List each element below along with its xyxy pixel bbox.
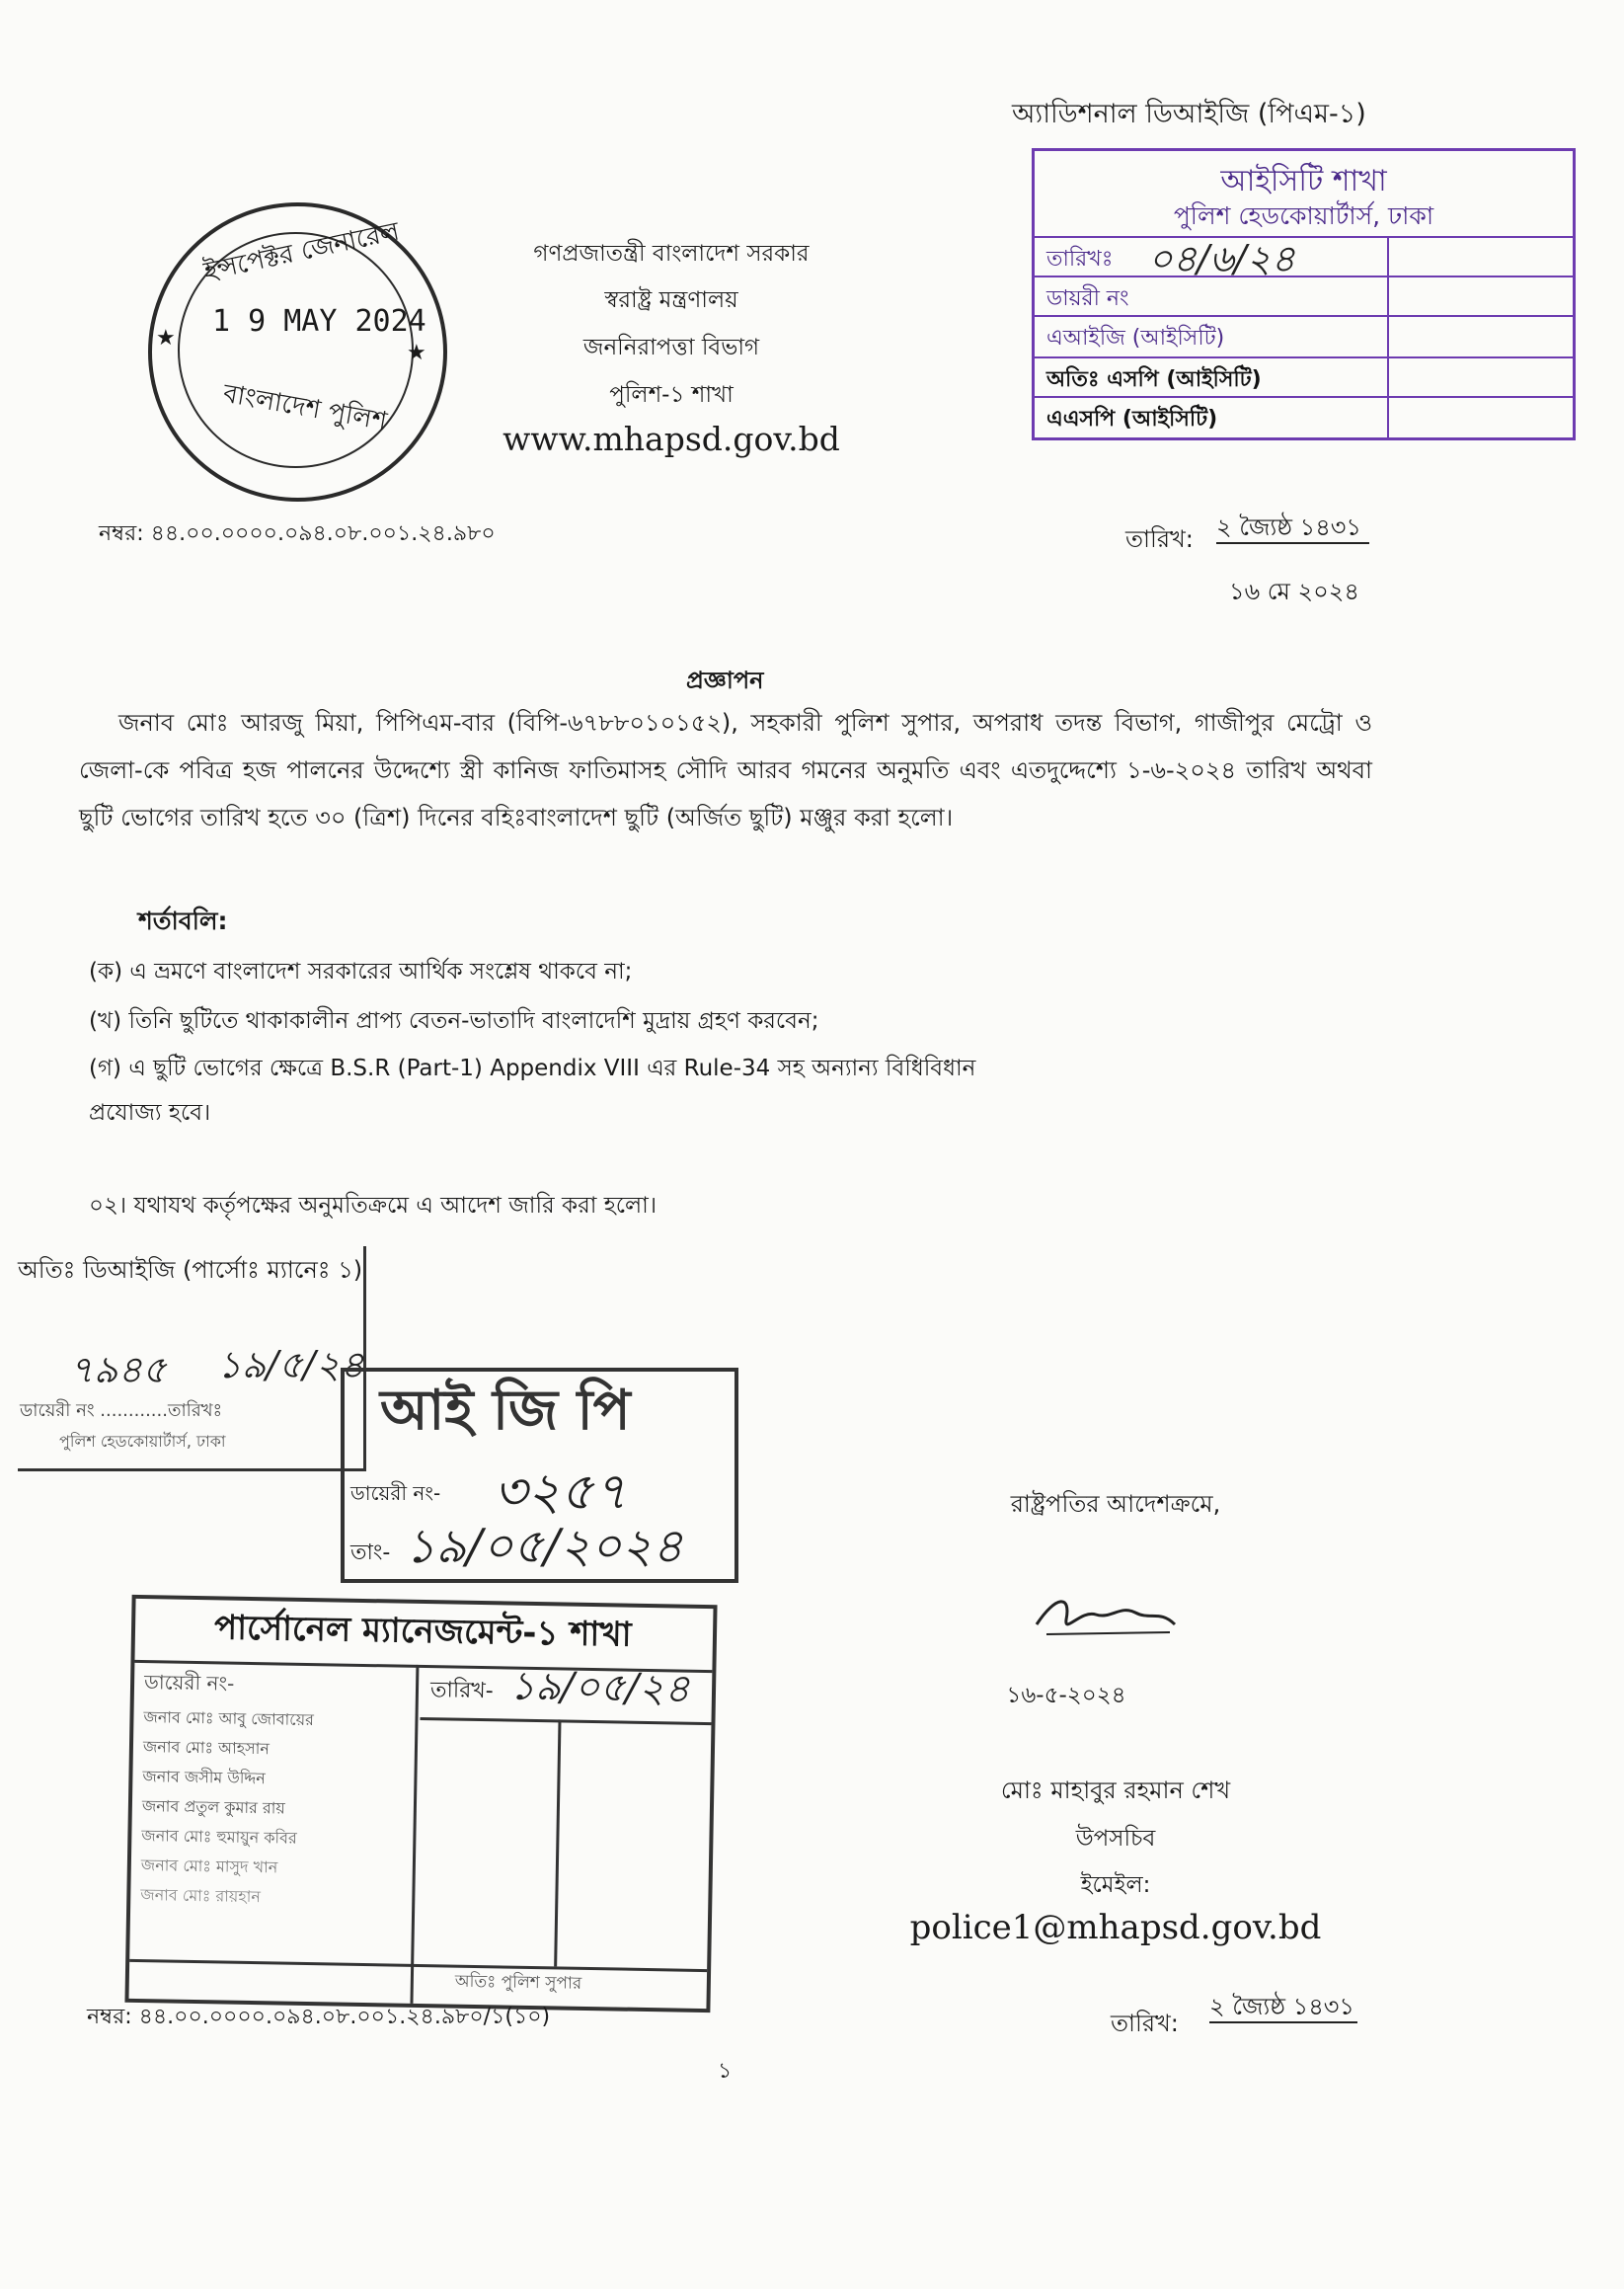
ict-branch-stamp <box>1032 148 1576 440</box>
igp-stamp-title: আই জি পি <box>380 1379 631 1443</box>
dig-stamp-footer: পুলিশ হেডকোয়ার্টার্স, ঢাকা <box>59 1432 226 1451</box>
igp-stamp-date-label: তাং- <box>350 1540 391 1565</box>
header-website: www.mhapsd.gov.bd <box>503 420 840 458</box>
igp-stamp-diary-label: ডায়েরী নং- <box>350 1481 441 1505</box>
memo-date-label: তারিখ: <box>1125 525 1194 553</box>
ict-row-aig: এআইজি (আইসিটি) <box>1046 326 1225 351</box>
copy-memo-date-bangla: ২ জ্যৈষ্ঠ ১৪৩১ <box>1209 1993 1357 2023</box>
ict-date-value: ০৪/৬/২৪ <box>1148 237 1296 280</box>
copy-memo-number: নম্বর: ৪৪.০০.০০০০.০৯৪.০৮.০০১.২৪.৯৮০/১(১০) <box>87 2005 551 2029</box>
dig-stamp-diary-label: ডায়েরী নং ............তারিখঃ <box>20 1400 223 1421</box>
signature-date: ১৬-৫-২০২৪ <box>1006 1683 1126 1708</box>
header-division: জননিরাপত্তা বিভাগ <box>582 335 760 360</box>
seal-date: 1 9 MAY 2024 <box>212 304 426 339</box>
dig-stamp-date: ১৯/৫/২৪ <box>217 1343 364 1386</box>
header-ministry: স্বরাষ্ট্র মন্ত্রণালয় <box>604 287 738 313</box>
dig-stamp-diary-no: ৭৯৪৫ <box>69 1348 167 1391</box>
pm-stamp-diary-label: ডায়েরী নং- <box>143 1670 235 1696</box>
header-section: পুলিশ-১ শাখা <box>609 382 734 408</box>
point-02: ০২। যথাযথ কর্তৃপক্ষের অনুমতিক্রমে এ আদেশ জারি করা হলো। <box>89 1193 657 1219</box>
seal-star-right: ★ <box>407 341 426 365</box>
ict-diary-label: ডায়রী নং <box>1046 286 1129 311</box>
seal-star-left: ★ <box>156 326 176 351</box>
notification-paragraph: জনাব মোঃ আরজু মিয়া, পিপিএম-বার (বিপি-৬৭৮৮০১০১৫২), সহকারী পুলিশ সুপার, অপরাধ তদন্ত বিভাগ, গাজীপুর মেট্রো ও জেলা-কে পবিত্র হজ পালনের উদ্দেশ্যে স্ত্রী কানিজ ফাতিমাসহ সৌদি আরব গমনের অনুমতি এবং এতদুদ্দেশ্যে ১-৬-২০২৪ তারিখ অথবা ছুটি ভোগের তারিখ হতে ৩০ (ত্রিশ) দিনের বহিঃবাংলাদেশ ছুটি (অর্জিত ছুটি) মঞ্জুর করা হলো। <box>79 709 1372 831</box>
condition-ga-line1: (গ) এ ছুটি ভোগের ক্ষেত্রে B.S.R (Part-1) Appendix VIII এর Rule-34 সহ অন্যান্য বিধিবিধান <box>89 1056 976 1081</box>
condition-kha: (খ) তিনি ছুটিতে থাকাকালীন প্রাপ্য বেতন-ভাতাদি বাংলাদেশি মুদ্রায় গ্রহণ করবেন; <box>89 1008 819 1034</box>
conditions-title: শর্তাবলি: <box>138 907 228 935</box>
ict-stamp-subtitle: পুলিশ হেডকোয়ার্টার্স, ঢাকা <box>1173 201 1434 230</box>
pm-stamp-name-2: জনাব মোঃ আহসান <box>142 1737 271 1759</box>
memo-number: নম্বর: ৪৪.০০.০০০০.০৯৪.০৮.০০১.২৪.৯৮০ <box>99 521 496 546</box>
ict-row-addl-sp: অতিঃ এসপি (আইসিটি) <box>1046 367 1262 392</box>
condition-ka: (ক) এ ভ্রমণে বাংলাদেশ সরকারের আর্থিক সংশ্লেষ থাকবে না; <box>89 959 633 985</box>
igp-stamp-date: ১৯/০৫/২০২৪ <box>405 1519 683 1574</box>
signatory-email[interactable]: police1@mhapsd.gov.bd <box>909 1908 1322 1947</box>
signatory-designation: উপসচিব <box>1075 1826 1156 1852</box>
igp-stamp-diary-no: ৩২৫৭ <box>494 1462 628 1522</box>
ict-stamp-title: আইসিটি শাখা <box>1220 164 1387 198</box>
pm-stamp-name-7: জনাব মোঃ রায়হান <box>140 1885 262 1907</box>
copy-memo-date-label: তারিখ: <box>1111 2010 1179 2037</box>
pm-stamp-name-6: জনাব মোঃ মাসুদ খান <box>140 1855 278 1877</box>
signature-mark <box>1027 1585 1185 1654</box>
president-order: রাষ্ট্রপতির আদেশক্রমে, <box>1010 1490 1221 1518</box>
ict-date-label: তারিখঃ <box>1046 247 1114 272</box>
pm-stamp-name-5: জনাব মোঃ হুমায়ুন কবির <box>141 1826 297 1848</box>
ict-row-asp: এএসপি (আইসিটি) <box>1046 407 1218 432</box>
memo-date-gregorian: ১৬ মে ২০২৪ <box>1229 578 1359 605</box>
addl-dig-label: অ্যাডিশনাল ডিআইজি (পিএম-১) <box>1012 99 1366 129</box>
notification-heading: প্রজ্ঞাপন <box>686 667 764 694</box>
personnel-management-stamp <box>124 1595 717 2013</box>
pm-stamp-name-3: জনাব জসীম উদ্দিন <box>142 1767 266 1788</box>
page-number: ১ <box>718 2059 733 2084</box>
signatory-name: মোঃ মাহাবুর রহমান শেখ <box>1000 1776 1231 1804</box>
memo-date-bangla: ২ জ্যৈষ্ঠ ১৪৩১ <box>1216 513 1369 544</box>
pm-stamp-name-4: জনাব প্রতুল কুমার রায় <box>141 1796 286 1818</box>
pm-stamp-title: পার্সোনেল ম্যানেজমেন্ট-১ শাখা <box>213 1608 632 1655</box>
email-label: ইমেইল: <box>1080 1872 1151 1898</box>
pm-stamp-date-label: তারিখ- <box>429 1678 494 1704</box>
seal-bottom-text: বাংলাদেশ পুলিশ <box>220 378 390 437</box>
condition-ga-line2: প্রযোজ্য হবে। <box>89 1100 211 1126</box>
pm-stamp-name-1: জনাব মোঃ আবু জোবায়ের <box>143 1707 315 1730</box>
seal-top-text: ইন্সপেক্টর জেনারেল <box>200 216 403 287</box>
pm-stamp-date: ১৯/০৫/২৪ <box>508 1663 691 1712</box>
header-govt: গণপ্রজাতন্ত্রী বাংলাদেশ সরকার <box>533 241 810 267</box>
pm-stamp-footer: অতিঃ পুলিশ সুপার <box>454 1971 582 1994</box>
dig-stamp-title: অতিঃ ডিআইজি (পার্সোঃ ম্যানেঃ ১) <box>18 1256 363 1284</box>
